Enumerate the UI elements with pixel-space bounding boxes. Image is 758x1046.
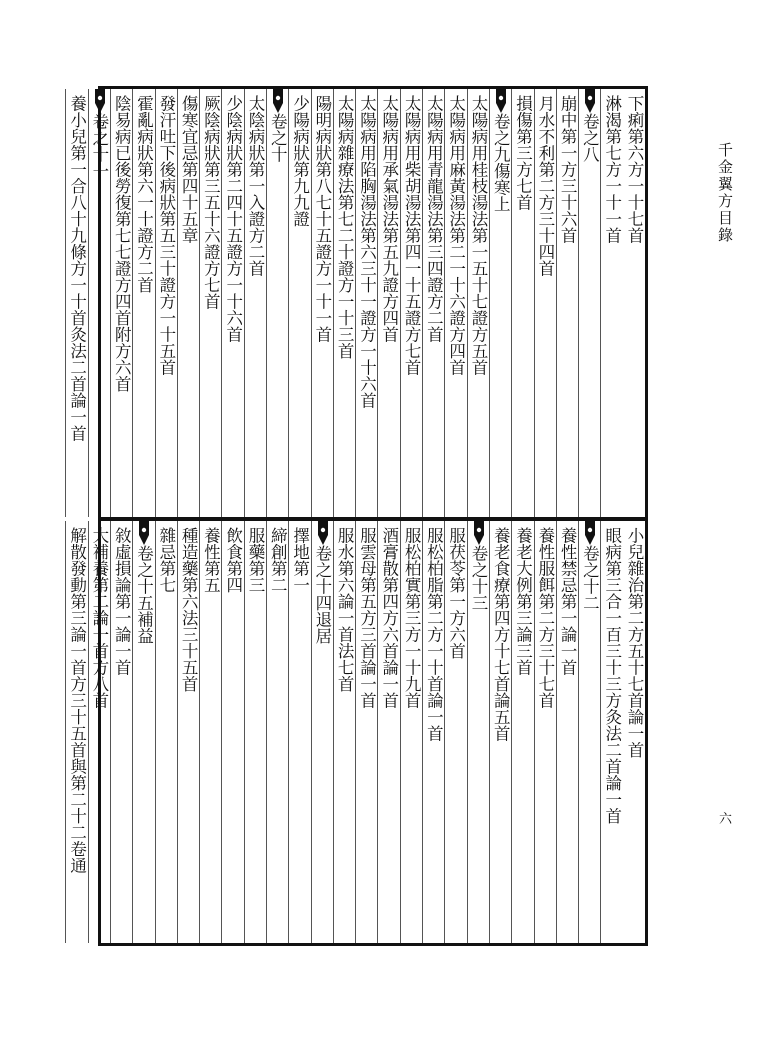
- column-text: 敘虛損論第一論一首: [112, 527, 132, 676]
- text-column: [244, 89, 266, 517]
- text-column: [623, 521, 645, 943]
- text-column: [511, 89, 533, 517]
- fish-tail-mark-icon: [585, 521, 595, 545]
- column-text: 太陽病用麻黃湯法第二一十六證方四首: [446, 95, 466, 376]
- fish-tail-mark-icon: [474, 521, 484, 545]
- text-column: [110, 521, 132, 943]
- column-text: 養性第五: [201, 527, 221, 593]
- text-column: [578, 521, 600, 943]
- column-text: 養性禁忌第一論一首: [558, 527, 578, 676]
- text-column: [444, 89, 466, 517]
- text-column: [221, 89, 243, 517]
- fish-tail-mark-icon: [318, 521, 328, 545]
- column-text: 陽明病狀第八七十五證方一十一首: [312, 95, 332, 343]
- column-text: 太陽病用承氣湯法第五九證方四首: [379, 95, 399, 343]
- column-text: 太陽病用陷胸湯法第六三十一證方一十六首: [357, 95, 377, 409]
- column-text: 小兒雜治第二方五十七首論一首: [625, 527, 644, 758]
- column-text: 少陽病狀第九九證: [290, 95, 310, 227]
- column-text: 少陰病狀第二四十五證方一十六首: [223, 95, 243, 343]
- column-text: 陰易病已後勞復第七七證方四首附方六首: [112, 95, 132, 392]
- column-text: 飲食第四: [223, 527, 243, 593]
- text-column: [177, 521, 199, 943]
- text-column: [311, 89, 333, 517]
- column-text: 太陰病狀第一入證方二首: [245, 95, 265, 277]
- fish-tail-mark-icon: [139, 521, 149, 545]
- text-column: [65, 521, 87, 943]
- text-column: [422, 521, 444, 943]
- column-text: 養小兒第一合八十九條方一十首灸法二首論一首: [67, 95, 87, 442]
- column-text: 服藥第三: [245, 527, 265, 593]
- column-text: 擇地第一: [290, 527, 310, 593]
- text-column: [578, 89, 600, 517]
- text-column: [199, 89, 221, 517]
- text-column: [199, 521, 221, 943]
- column-text: 太陽病用柴胡湯法第四一十五證方七首: [402, 95, 422, 376]
- column-text: 傷寒宜忌第四十五章: [179, 95, 199, 244]
- column-text: 雜忌第七: [156, 527, 176, 593]
- text-column: [177, 89, 199, 517]
- column-text: 服茯苓第一方六首: [446, 527, 466, 659]
- text-column: [489, 89, 511, 517]
- column-text: 卷之十: [268, 113, 288, 163]
- text-column: [155, 89, 177, 517]
- column-text: 大補養第二論一首方八首: [89, 527, 109, 709]
- text-column: [489, 521, 511, 943]
- text-column: [534, 521, 556, 943]
- text-column: [600, 89, 622, 517]
- column-text: 服松柏脂第二方一十首論一首: [424, 527, 444, 742]
- fish-tail-mark-icon: [496, 89, 506, 113]
- text-column: [467, 521, 489, 943]
- text-column: [311, 521, 333, 943]
- text-column: [400, 521, 422, 943]
- text-column: [511, 521, 533, 943]
- fish-tail-mark-icon: [95, 89, 105, 113]
- text-column: [221, 521, 243, 943]
- column-text: 卷之十一: [89, 113, 109, 179]
- text-column: [266, 89, 288, 517]
- column-text: 霍亂病狀第六一十證方二首: [134, 95, 154, 293]
- text-column: [155, 521, 177, 943]
- text-column: [377, 521, 399, 943]
- text-column: [132, 521, 154, 943]
- column-text: 卷之十五補益: [134, 545, 154, 644]
- column-text: 卷之十四退居: [312, 545, 332, 644]
- column-text: 養性服餌第二方三十七首: [535, 527, 555, 709]
- column-text: 太陽病雜療法第七二十證方一十三首: [335, 95, 355, 359]
- column-text: 眼病第三合一百三十三方灸法二首論一首: [602, 527, 622, 824]
- column-text: 發汗吐下後病狀第五三十證方一十五首: [156, 95, 176, 376]
- fish-tail-mark-icon: [585, 89, 595, 113]
- column-text: 崩中第一方三十六首: [558, 95, 578, 244]
- column-text: 酒膏散第四方六首論一首: [379, 527, 399, 709]
- column-text: 締創第二: [268, 527, 288, 593]
- text-column: [556, 89, 578, 517]
- text-column: [333, 89, 355, 517]
- column-text: 服水第六論一首法七首: [335, 527, 355, 692]
- bottom-panel: [67, 521, 645, 943]
- column-text: 解散發動第三論一首方三十五首與第二十二卷通: [67, 527, 87, 874]
- text-column: [556, 521, 578, 943]
- text-column: [422, 89, 444, 517]
- column-text: 卷之十三: [468, 545, 488, 611]
- text-column: [600, 521, 622, 943]
- column-text: 太陽病用桂枝湯法第一五十七證方五首: [468, 95, 488, 376]
- text-column: [623, 89, 645, 517]
- text-column: [88, 89, 110, 517]
- column-text: 損傷第三方七首: [513, 95, 533, 211]
- text-column: [110, 89, 132, 517]
- text-column: [288, 89, 310, 517]
- column-text: 養老大例第三論三首: [513, 527, 533, 676]
- text-column: [244, 521, 266, 943]
- text-column: [534, 89, 556, 517]
- top-panel: [67, 89, 645, 517]
- text-column: [288, 521, 310, 943]
- text-column: [467, 89, 489, 517]
- text-column: [88, 521, 110, 943]
- page-frame: [67, 86, 648, 946]
- text-column: [333, 521, 355, 943]
- column-text: 養老食療第四方十七首論五首: [491, 527, 511, 742]
- column-text: 服松柏實第三方一十九首: [402, 527, 422, 709]
- text-column: [132, 89, 154, 517]
- column-text: 太陽病用青龍湯法第三四證方二首: [424, 95, 444, 343]
- text-column: [65, 89, 87, 517]
- column-text: 淋渴第七方一十一首: [602, 95, 622, 244]
- column-text: 種造藥第六法三十五首: [179, 527, 199, 692]
- column-text: 卷之八: [580, 113, 600, 163]
- text-column: [355, 521, 377, 943]
- column-text: 卷之九傷寒上: [491, 113, 511, 212]
- column-text: 月水不利第二方三十四首: [535, 95, 555, 277]
- column-text: 下痢第六方一十七首: [625, 95, 644, 244]
- text-column: [444, 521, 466, 943]
- page-number: 六: [718, 812, 732, 827]
- text-column: [400, 89, 422, 517]
- column-text: 服雲母第五方三首論一首: [357, 527, 377, 709]
- fish-tail-mark-icon: [273, 89, 283, 113]
- column-text: 厥陰病狀第三五十六證方七首: [201, 95, 221, 310]
- text-column: [266, 521, 288, 943]
- side-title: 千金翼方目錄: [716, 142, 734, 244]
- text-column: [355, 89, 377, 517]
- text-column: [377, 89, 399, 517]
- column-text: 卷之十二: [580, 545, 600, 611]
